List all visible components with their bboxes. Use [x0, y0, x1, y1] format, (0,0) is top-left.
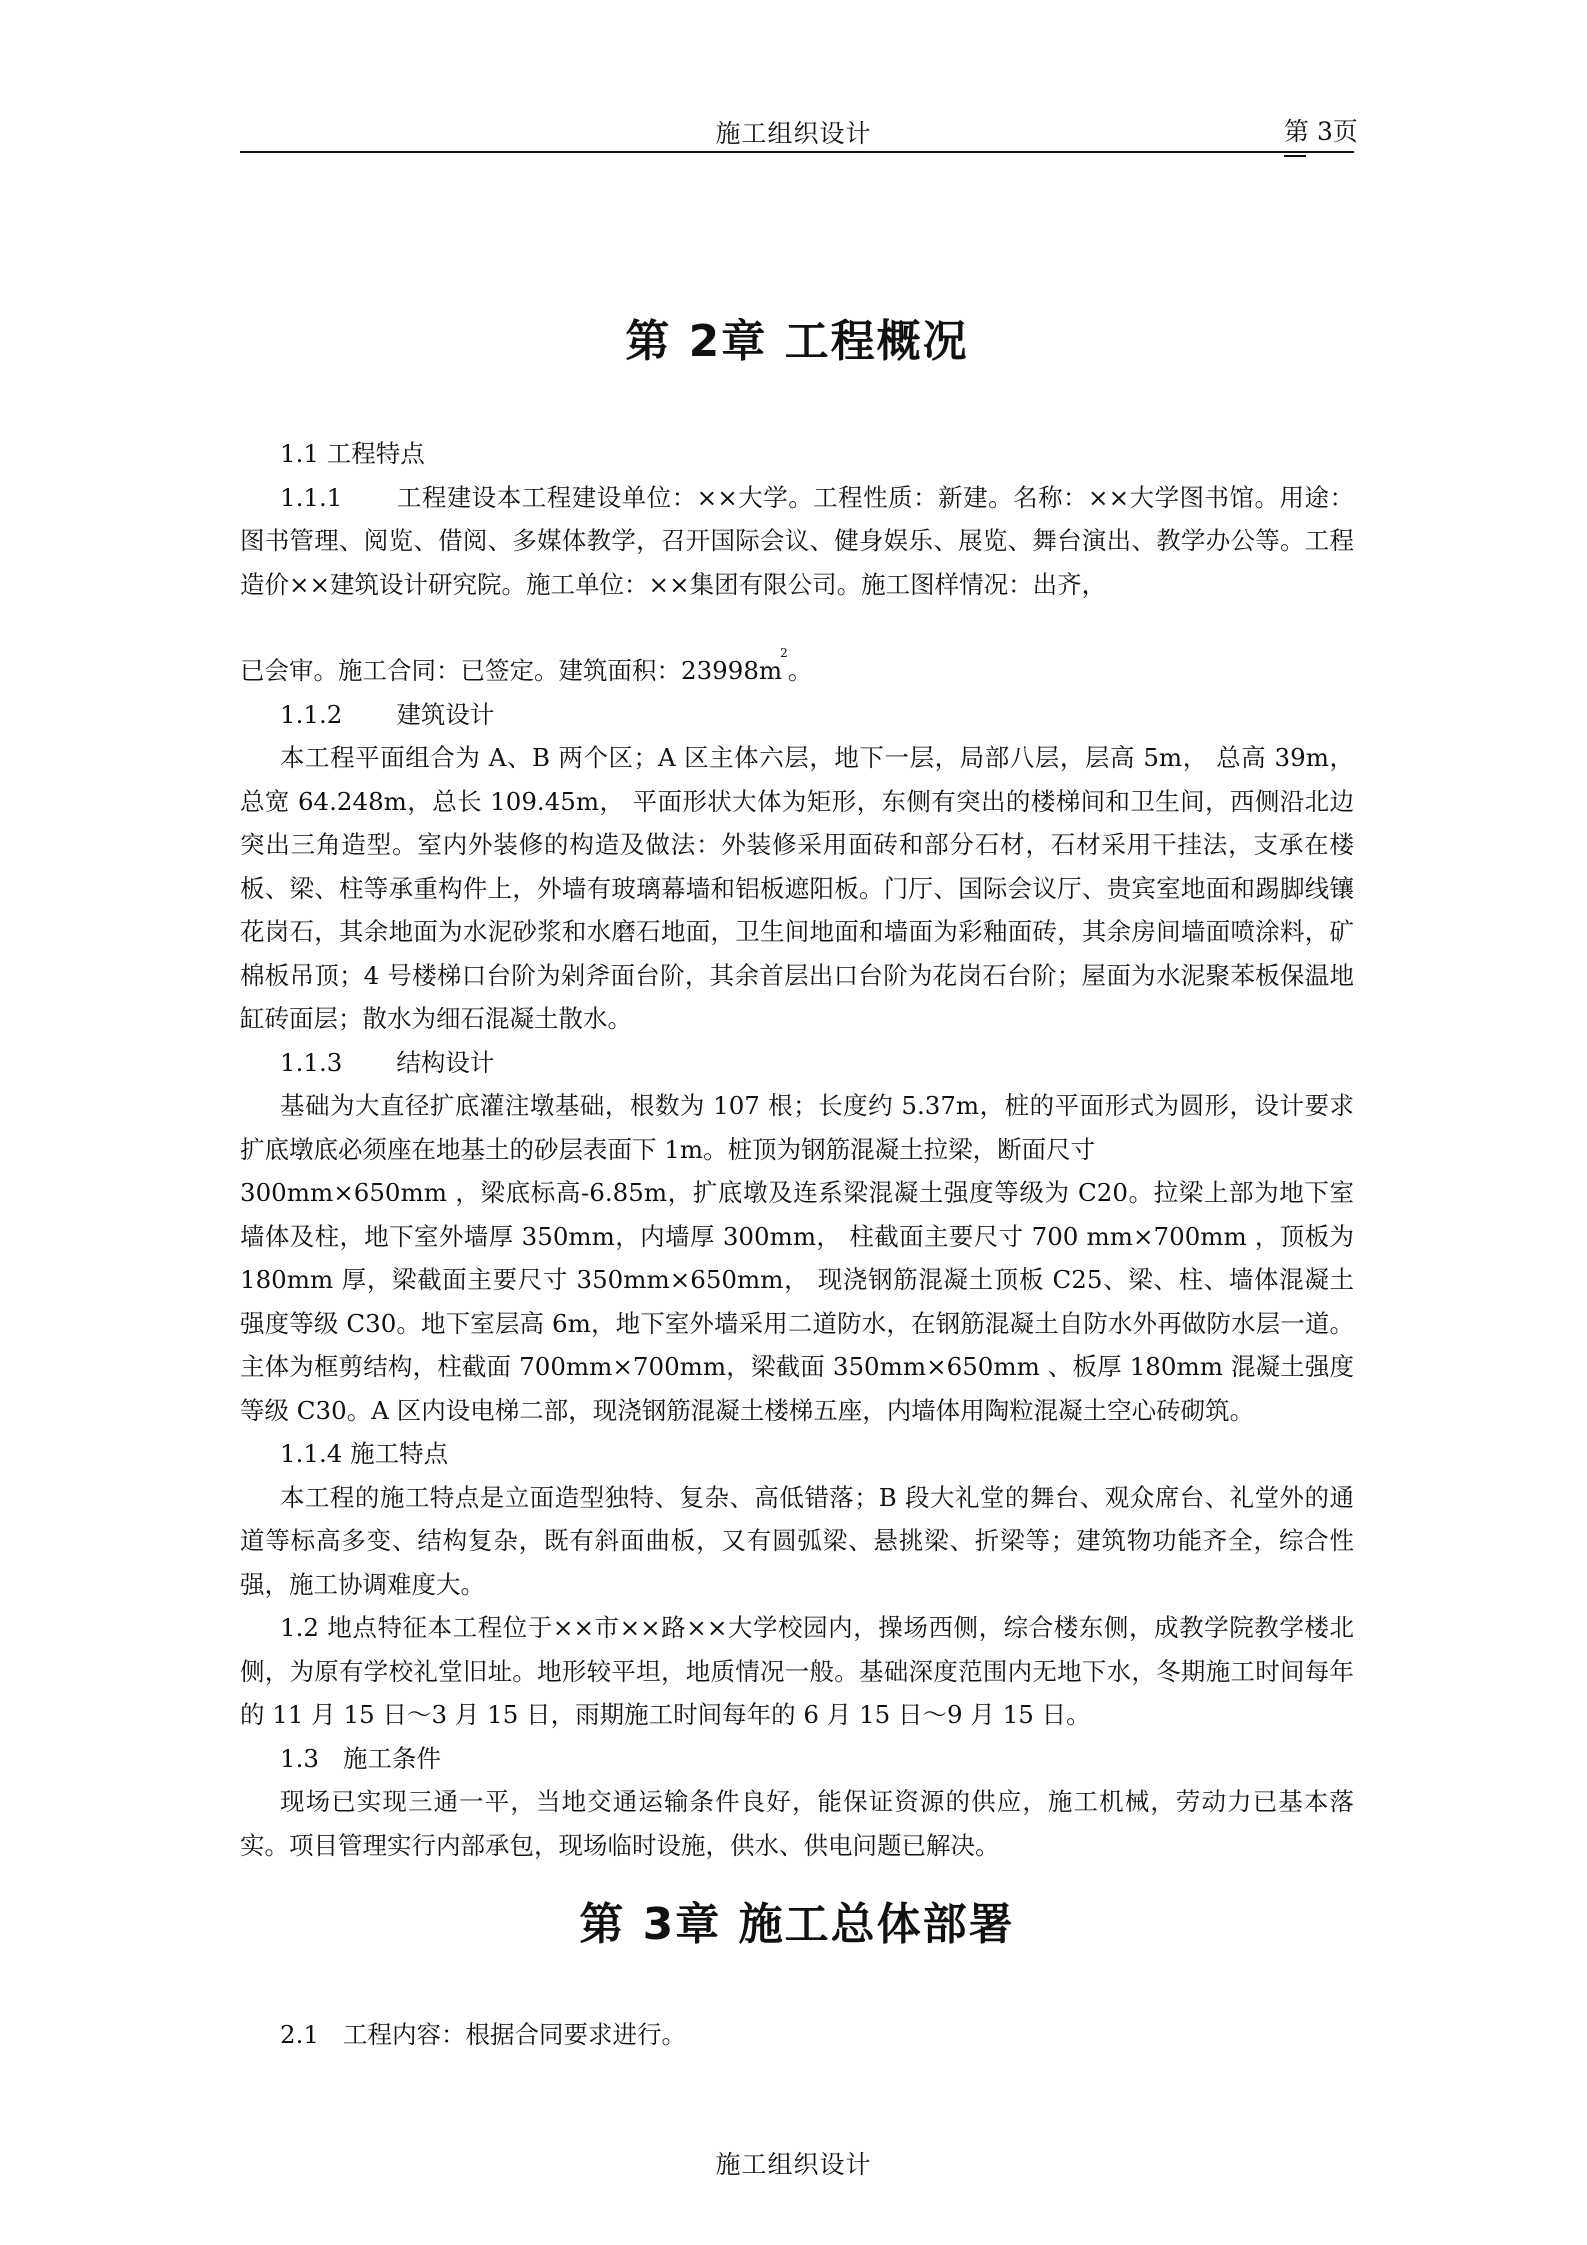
section-1-1-3-text-b: 300mm×650mm ，梁底标高-6.85m，扩底墩及连系梁混凝土强度等级为 C20。拉梁上部为地下室墙体及柱，地下室外墙厚 350mm，内墙厚 300mm， 柱截面主要尺寸 700 mm×700mm ，顶板为 180mm 厚，梁截面主要尺寸 350mm×650mm， 现浇钢筋混凝土顶板 C25、梁、柱、墙体混凝土强度等级 C30。地下室层高 6m，地下室外墙采用二道防水，在钢筋混凝土自防水外再做防水层一道。主体为框剪结构，柱截面 700mm×700mm，梁截面 350mm×650mm 、板厚 180mm 混凝土强度等级 C30。A 区内设电梯二部，现浇钢筋混凝土楼梯五座，内墙体用陶粒混凝土空心砖砌筑。: [240, 1178, 1354, 1425]
page-number-underline: [1284, 155, 1306, 157]
section-1-1-2-title: 建筑设计: [396, 699, 495, 729]
section-1-2-text: 1.2 地点特征本工程位于××市××路××大学校园内，操场西侧，综合楼东侧，成教学院教学楼北侧，为原有学校礼堂旧址。地形较平坦，地质情况一般。基础深度范围内无地下水，冬期施工时间每年的 11 月 15 日～3 月 15 日，雨期施工时间每年的 6 月 15 日～9 月 15 日。: [240, 1613, 1354, 1729]
section-2-1-text: 工程内容：根据合同要求进行。: [342, 2020, 686, 2049]
sentence-end: 。: [787, 656, 813, 685]
footer-title: 施工组织设计: [715, 2150, 872, 2179]
chapter-2-body: [240, 432, 1354, 1867]
section-1-1-3-heading: [240, 1041, 1354, 1085]
section-1-1-4-text: 本工程的施工特点是立面造型独特、复杂、高低错落；B 段大礼堂的舞台、观众席台、礼堂外的通道等标高多变、结构复杂，既有斜面曲板，又有圆弧梁、悬挑梁、折梁等；建筑物功能齐全，综合性强，施工协调难度大。: [240, 1482, 1354, 1599]
chapter-3-title: 第 3章 施工总体部署: [579, 1899, 1015, 1950]
section-1-1-1-number: 1.1.1: [280, 482, 343, 512]
section-1-1-3-text-a: 基础为大直径扩底灌注墩基础，根数为 107 根；长度约 5.37m，桩的平面形式为圆形，设计要求扩底墩底必须座在地基土的砂层表面下 1m。桩顶为钢筋混凝土拉梁，断面尺寸: [240, 1091, 1354, 1164]
section-1-1-3-title: 结构设计: [396, 1047, 495, 1077]
section-2-1-line: [280, 2016, 686, 2051]
area-superscript: 2: [780, 646, 788, 660]
section-1-1-heading: 1.1 工程特点: [280, 439, 425, 468]
section-1-1-1-continuation: [240, 606, 1354, 693]
section-1-3-text: 现场已实现三通一平，当地交通运输条件良好，能保证资源的供应，施工机械，劳动力已基本落实。项目管理实行内部承包，现场临时设施，供水、供电问题已解决。: [240, 1787, 1354, 1860]
header-rule: [240, 151, 1354, 153]
section-1-3-number: 1.3: [280, 1743, 319, 1773]
page-number-label: 第 3页: [1284, 117, 1358, 146]
section-1-1-2-number: 1.1.2: [280, 699, 343, 729]
section-1-1-2-text: 本工程平面组合为 A、B 两个区；A 区主体六层，地下一层，局部八层，层高 5m， 总高 39m，总宽 64.248m，总长 109.45m， 平面形状大体为矩形，东侧有突出的楼梯间和卫生间，西侧沿北边突出三角造型。室内外装修的构造及做法：外装修采用面砖和部分石材，石材采用干挂法，支承在楼板、梁、柱等承重构件上，外墙有玻璃幕墙和铝板遮阳板。门厅、国际会议厅、贵宾室地面和踢脚线镶花岗石，其余地面为水泥砂浆和水磨石地面，卫生间地面和墙面为彩釉面砖，其余房间墙面喷涂料，矿棉板吊顶；4 号楼梯口台阶为剁斧面台阶，其余首层出口台阶为花岗石台阶；屋面为水泥聚苯板保温地缸砖面层；散水为细石混凝土散水。: [240, 743, 1354, 1033]
section-1-1-1-paragraph: [240, 476, 1354, 607]
section-2-1-number: 2.1: [280, 2020, 319, 2049]
section-1-3-title: 施工条件: [342, 1743, 441, 1773]
header-page-number: [1284, 112, 1358, 148]
section-1-1-1-text: 工程建设本工程建设单位：××大学。工程性质：新建。名称：××大学图书馆。用途：图书管理、阅览、借阅、多媒体教学，召开国际会议、健身娱乐、展览、舞台演出、教学办公等。工程造价××建筑设计研究院。施工单位：××集团有限公司。施工图样情况：出齐，: [240, 482, 1354, 599]
chapter-2-title: 第 2章 工程概况: [625, 316, 969, 367]
section-1-1-4-heading: 1.1.4 施工特点: [280, 1439, 449, 1468]
section-1-1-3-number: 1.1.3: [280, 1047, 343, 1077]
header-title: 施工组织设计: [715, 119, 872, 148]
section-1-3-heading: [240, 1737, 1354, 1781]
section-1-1-2-heading: [240, 693, 1354, 737]
building-area-text: 已会审。施工合同：已签定。建筑面积：23998m: [240, 656, 783, 685]
